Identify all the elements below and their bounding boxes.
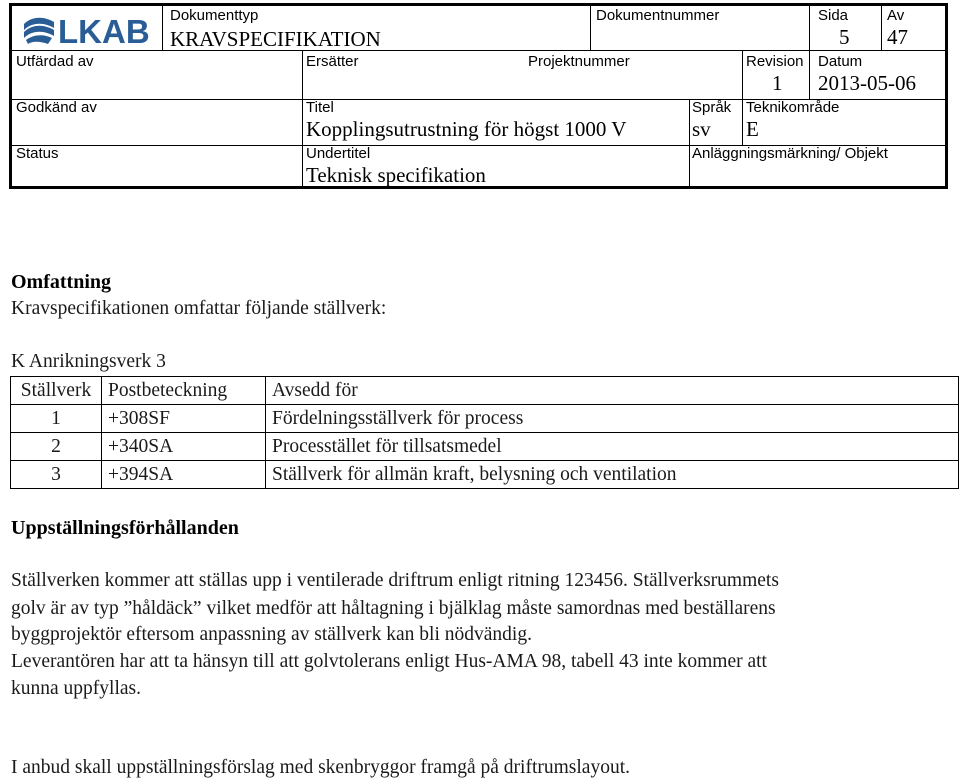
installation-heading: Uppställningsförhållanden xyxy=(11,517,239,539)
installation-line: byggprojektör eftersom anpassning av ställverk kan bli nödvändig. xyxy=(11,624,532,645)
status-label: Status xyxy=(16,145,59,162)
plant-label: Anläggningsmärkning/ Objekt xyxy=(692,145,888,162)
table-cell: Fördelningsställverk för process xyxy=(266,405,959,433)
header-divider xyxy=(590,6,591,50)
header-divider xyxy=(742,99,743,145)
installation-line: golv är av typ ”håldäck” vilket medför att håltagning i bjälklag måste samordnas med beställarens xyxy=(11,598,776,619)
approved-by-label: Godkänd av xyxy=(16,99,97,116)
installation-closing: I anbud skall uppställningsförslag med skenbryggor framgå på driftrumslayout. xyxy=(11,757,630,778)
doc-type-label: Dokumenttyp xyxy=(170,7,259,24)
installation-line: Ställverken kommer att ställas upp i ventilerade driftrum enligt ritning 123456. Ställverksrummets xyxy=(11,570,779,591)
doc-type-value: KRAVSPECIFIKATION xyxy=(170,27,381,51)
date-value: 2013-05-06 xyxy=(818,71,916,95)
table-header-cell: Ställverk xyxy=(11,377,102,405)
revision-label: Revision xyxy=(746,53,804,70)
tech-area-label: Teknikområde xyxy=(746,99,840,116)
table-row xyxy=(11,461,959,489)
table-cell: +308SF xyxy=(102,405,266,433)
replaces-label: Ersätter xyxy=(306,53,359,70)
subtitle-label: Undertitel xyxy=(306,145,371,162)
page-total-value: 47 xyxy=(887,25,908,49)
header-divider xyxy=(302,50,303,189)
date-label: Datum xyxy=(818,53,863,70)
table-cell: 3 xyxy=(11,461,102,489)
logo-text: LKAB xyxy=(58,13,150,50)
lkab-logo xyxy=(20,10,160,50)
doc-number-label: Dokumentnummer xyxy=(596,7,720,24)
title-value: Kopplingsutrustning för högst 1000 V xyxy=(306,117,627,141)
installation-line: kunna uppfyllas. xyxy=(11,678,141,699)
language-value: sv xyxy=(692,117,711,141)
language-label: Språk xyxy=(692,99,732,116)
table-row xyxy=(11,433,959,461)
table-cell: Processtället för tillsatsmedel xyxy=(266,433,959,461)
header-divider xyxy=(162,6,163,50)
table-row xyxy=(11,405,959,433)
table-header-row xyxy=(11,377,959,405)
page-total-label: Av xyxy=(887,7,905,24)
header-divider xyxy=(809,6,810,50)
header-divider xyxy=(689,99,690,189)
table-cell: Ställverk för allmän kraft, belysning och ventilation xyxy=(266,461,959,489)
table-caption: K Anrikningsverk 3 xyxy=(11,351,166,372)
issued-by-label: Utfärdad av xyxy=(16,53,94,70)
page-value: 5 xyxy=(839,25,850,49)
table-cell: 1 xyxy=(11,405,102,433)
table-cell: +340SA xyxy=(102,433,266,461)
title-label: Titel xyxy=(306,99,334,116)
table-cell: +394SA xyxy=(102,461,266,489)
header-divider xyxy=(742,50,743,99)
table-header-cell: Avsedd för xyxy=(266,377,959,405)
subtitle-value: Teknisk specifikation xyxy=(306,163,486,187)
switchgear-table xyxy=(10,376,959,489)
table-cell: 2 xyxy=(11,433,102,461)
installation-line: Leverantören har att ta hänsyn till att golvtolerans enligt Hus-AMA 98, tabell 43 inte kommer att xyxy=(11,651,767,672)
header-divider xyxy=(12,50,945,51)
tech-area-value: E xyxy=(746,117,759,141)
header-divider xyxy=(809,50,810,99)
header-divider xyxy=(881,6,882,50)
scope-heading: Omfattning xyxy=(11,271,111,293)
revision-value: 1 xyxy=(772,71,783,95)
project-number-label: Projektnummer xyxy=(528,53,630,70)
scope-intro: Kravspecifikationen omfattar följande ställverk: xyxy=(11,298,387,319)
page-label: Sida xyxy=(818,7,849,24)
table-header-cell: Postbeteckning xyxy=(102,377,266,405)
